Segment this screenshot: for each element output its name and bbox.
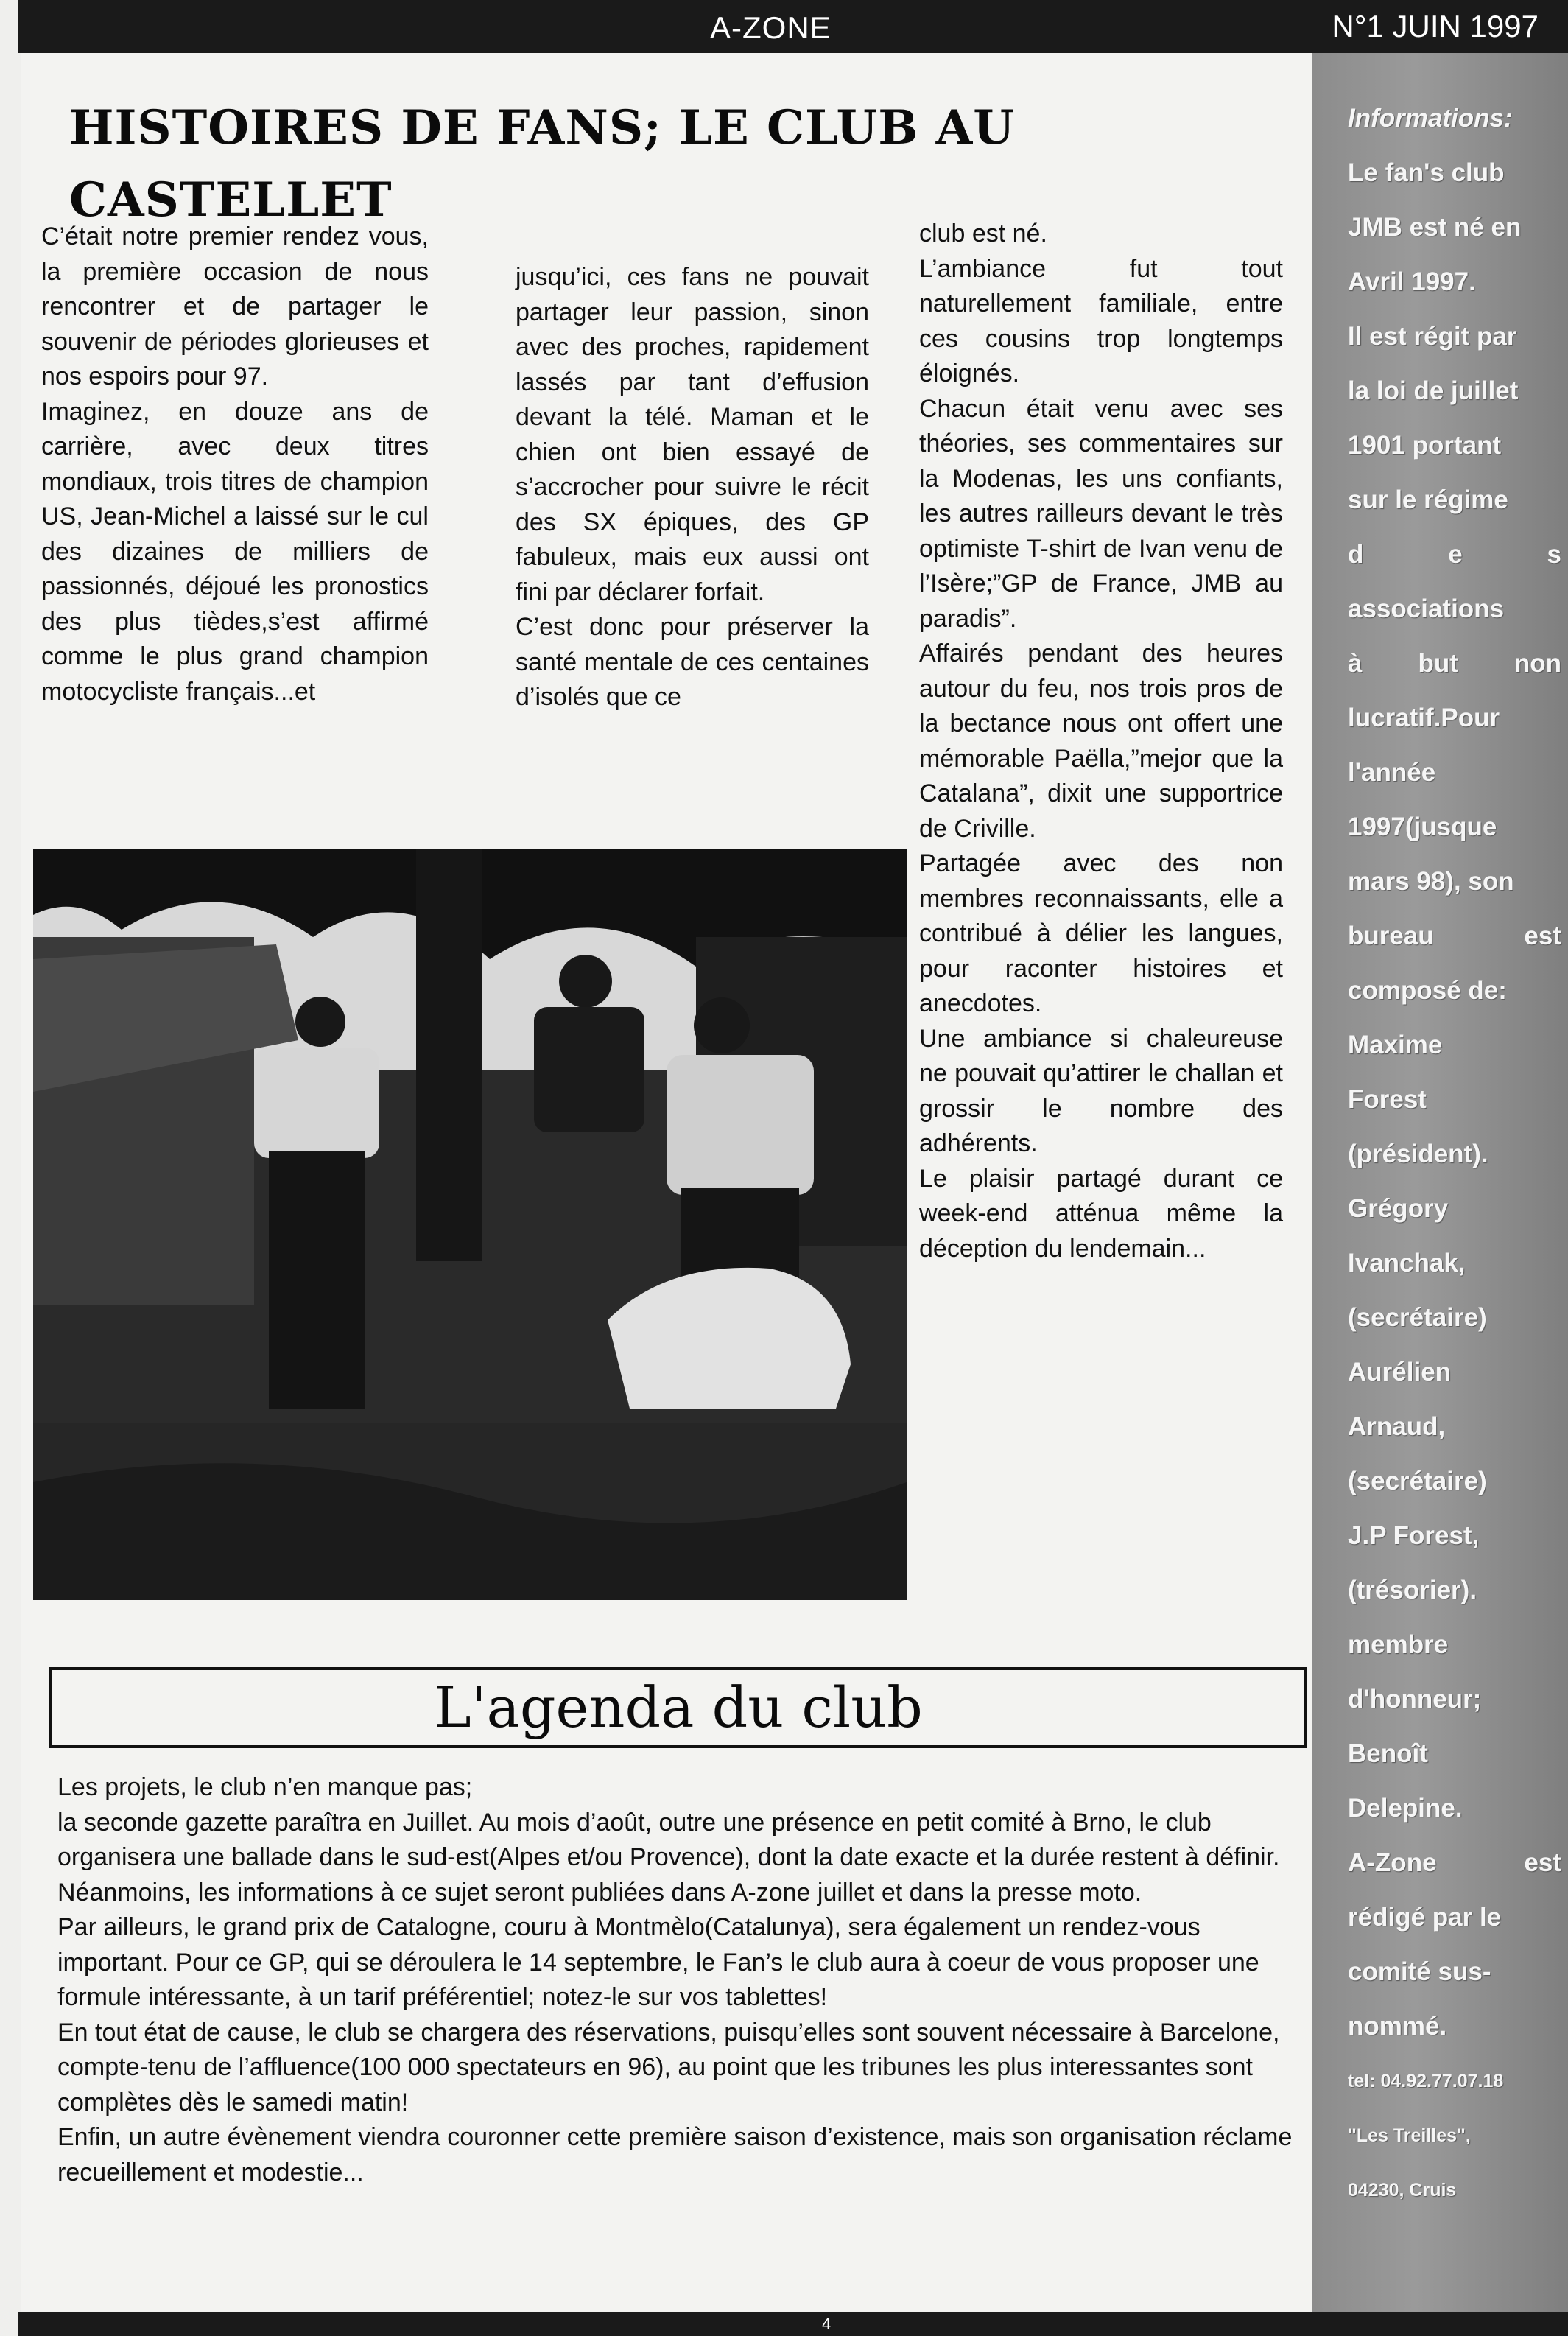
sidebar-line: Aurélien: [1348, 1358, 1452, 1386]
sidebar-line: Forest: [1348, 1085, 1427, 1114]
sidebar-line: d'honneur;: [1348, 1685, 1482, 1714]
sidebar-line: Delepine.: [1348, 1794, 1463, 1823]
photo-illustration: [33, 849, 907, 1600]
sidebar-line: lucratif.Pour: [1348, 704, 1500, 732]
sidebar-line: sur le régime: [1348, 485, 1508, 514]
sidebar-line: (président).: [1348, 1140, 1488, 1168]
paragraph: club est né.: [919, 220, 1047, 248]
sidebar-line: associations: [1348, 594, 1505, 623]
sidebar-line: Le fan's club: [1348, 158, 1505, 187]
paragraph: Imaginez, en douze ans de carrière, avec deux titres mondiaux, trois titres de champion US, Jean-Michel a laissé sur le cul des dizaines de milliers de passionnés, déjoué les pronostics des plus tièdes,s’est affirmé comme le plus grand champion motocycliste français...et: [41, 397, 429, 706]
sidebar-line: composé de:: [1348, 976, 1507, 1005]
paragraph: C’est donc pour préserver la santé mentale de ces centaines d’isolés que ce: [516, 613, 869, 711]
paragraph: C’était notre premier rendez vous, la première occasion de nous rencontrer et de partager le souvenir de périodes glorieuses et nos espoirs pour 97.: [41, 222, 429, 390]
paragraph: jusqu’ici, ces fans ne pouvait partager leur passion, sinon avec des proches, rapidement lassés par tant d’effusion devant la télé. Maman et le chien ont bien essayé de s’accrocher pour suivre le récit des SX épiques, des GP fabuleux, mais eux aussi ont fini par déclarer forfait.: [516, 263, 869, 606]
paragraph: Enfin, un autre évènement viendra couronner cette première saison d’existence, mais son organisation réclame recueillement et modestie...: [57, 2123, 1293, 2186]
sidebar-line: rédigé par le: [1348, 1903, 1502, 1932]
sidebar-line: la loi de juillet: [1348, 376, 1519, 405]
publication-name: A-ZONE: [710, 10, 832, 45]
sidebar-line: Ivanchak,: [1348, 1249, 1466, 1277]
sidebar-phone: tel: 04.92.77.07.18: [1348, 2071, 1504, 2091]
sidebar-line: d e s: [1348, 540, 1561, 569]
paragraph: En tout état de cause, le club se chargera des réservations, puisqu’elles sont souvent nécessaire à Barcelone, compte-tenu de l’affluence(100 000 spectateurs en 96), au point que les tribunes les plus interessantes sont complètes dès le samedi matin!: [57, 2018, 1280, 2116]
paragraph: Une ambiance si chaleureuse ne pouvait qu’attirer le challan et grossir le nombre des adhérents.: [919, 1024, 1283, 1157]
sidebar-line: l'année: [1348, 758, 1436, 787]
paragraph: Chacun était venu avec ses théories, ses commentaires sur la Modenas, les uns confiants, les autres railleurs devant le très optimiste T-shirt de Ivan venu de l’Isère;”GP de France, JMB au paradis”.: [919, 394, 1283, 633]
club-photo: [33, 849, 907, 1600]
sidebar-line: Avril 1997.: [1348, 267, 1476, 296]
sidebar-line: membre: [1348, 1630, 1449, 1659]
sidebar-line: (secrétaire): [1348, 1303, 1487, 1332]
sidebar-line: JMB est né en: [1348, 213, 1522, 242]
sidebar-line: Grégory: [1348, 1194, 1449, 1223]
footer-bar: [18, 2312, 1568, 2336]
sidebar-address: 04230, Cruis: [1348, 2180, 1457, 2200]
sidebar-line: à but non: [1348, 649, 1561, 678]
paragraph: Le plaisir partagé durant ce week-end atténua même la déception du lendemain...: [919, 1164, 1283, 1263]
sidebar-line: bureau est: [1348, 922, 1561, 950]
sidebar-line: (secrétaire): [1348, 1467, 1487, 1495]
header-bar: [18, 0, 1568, 53]
agenda-title: L'agenda du club: [434, 1674, 923, 1740]
article-column-1: [41, 220, 429, 709]
paragraph: L’ambiance fut tout naturellement familiale, entre ces cousins trop longtemps éloignés.: [919, 254, 1283, 387]
issue-number: N°1 JUIN 1997: [1332, 9, 1539, 43]
sidebar-line: Arnaud,: [1348, 1412, 1446, 1441]
paragraph: Par ailleurs, le grand prix de Catalogne, couru à Montmèlo(Catalunya), sera également un rendez-vous important. Pour ce GP, qui se déroulera le 14 septembre, le Fan’s le club aura à coeur de vous proposer une formule intéressante, à un tarif préférentiel; notez-le sur vos tablettes!: [57, 1913, 1259, 2011]
paragraph: Les projets, le club n’en manque pas;: [57, 1773, 473, 1801]
sidebar-line: J.P Forest,: [1348, 1521, 1480, 1550]
paragraph: la seconde gazette paraîtra en Juillet. Au mois d’août, outre une présence en petit comité à Brno, le club organisera une ballade dans le sud-est(Alpes et/ou Provence), dont la date exacte et la durée restent à définir. Néanmoins, les informations à ce sujet seront publiées dans A-zone juillet et dans la presse moto.: [57, 1808, 1280, 1907]
sidebar-line: Benoît: [1348, 1739, 1428, 1768]
sidebar-line: Il est régit par: [1348, 322, 1517, 351]
agenda-body: [57, 1770, 1295, 2190]
sidebar-line: 1901 portant: [1348, 431, 1502, 460]
article-column-3: [919, 217, 1283, 1266]
sidebar-line: A-Zone est: [1348, 1848, 1561, 1877]
sidebar-line: Informations:: [1348, 104, 1513, 133]
page-number: 4: [822, 2315, 832, 2333]
sidebar-address: "Les Treilles",: [1348, 2125, 1471, 2146]
agenda-heading-box: [49, 1667, 1307, 1748]
article-title: HISTOIRES DE FANS; LE CLUB AU CASTELLET: [69, 99, 1016, 228]
sidebar-line: 1997(jusque: [1348, 813, 1497, 841]
sidebar-line: comité sus-: [1348, 1957, 1491, 1986]
paragraph: Partagée avec des non membres reconnaissants, elle a contribué à délier les langues, pour raconter histoires et anecdotes.: [919, 849, 1283, 1017]
sidebar-line: (trésorier).: [1348, 1576, 1477, 1604]
article-column-2: [516, 260, 869, 715]
info-sidebar: [1312, 53, 1568, 2312]
sidebar-line: mars 98), son: [1348, 867, 1514, 896]
sidebar-line: nommé.: [1348, 2012, 1447, 2041]
sidebar-line: Maxime: [1348, 1031, 1443, 1059]
paragraph: Affairés pendant des heures autour du feu, nos trois pros de la bectance nous ont offert une mémorable Paëlla,”mejor que la Catalana”, dixit une supportrice de Criville.: [919, 639, 1283, 843]
